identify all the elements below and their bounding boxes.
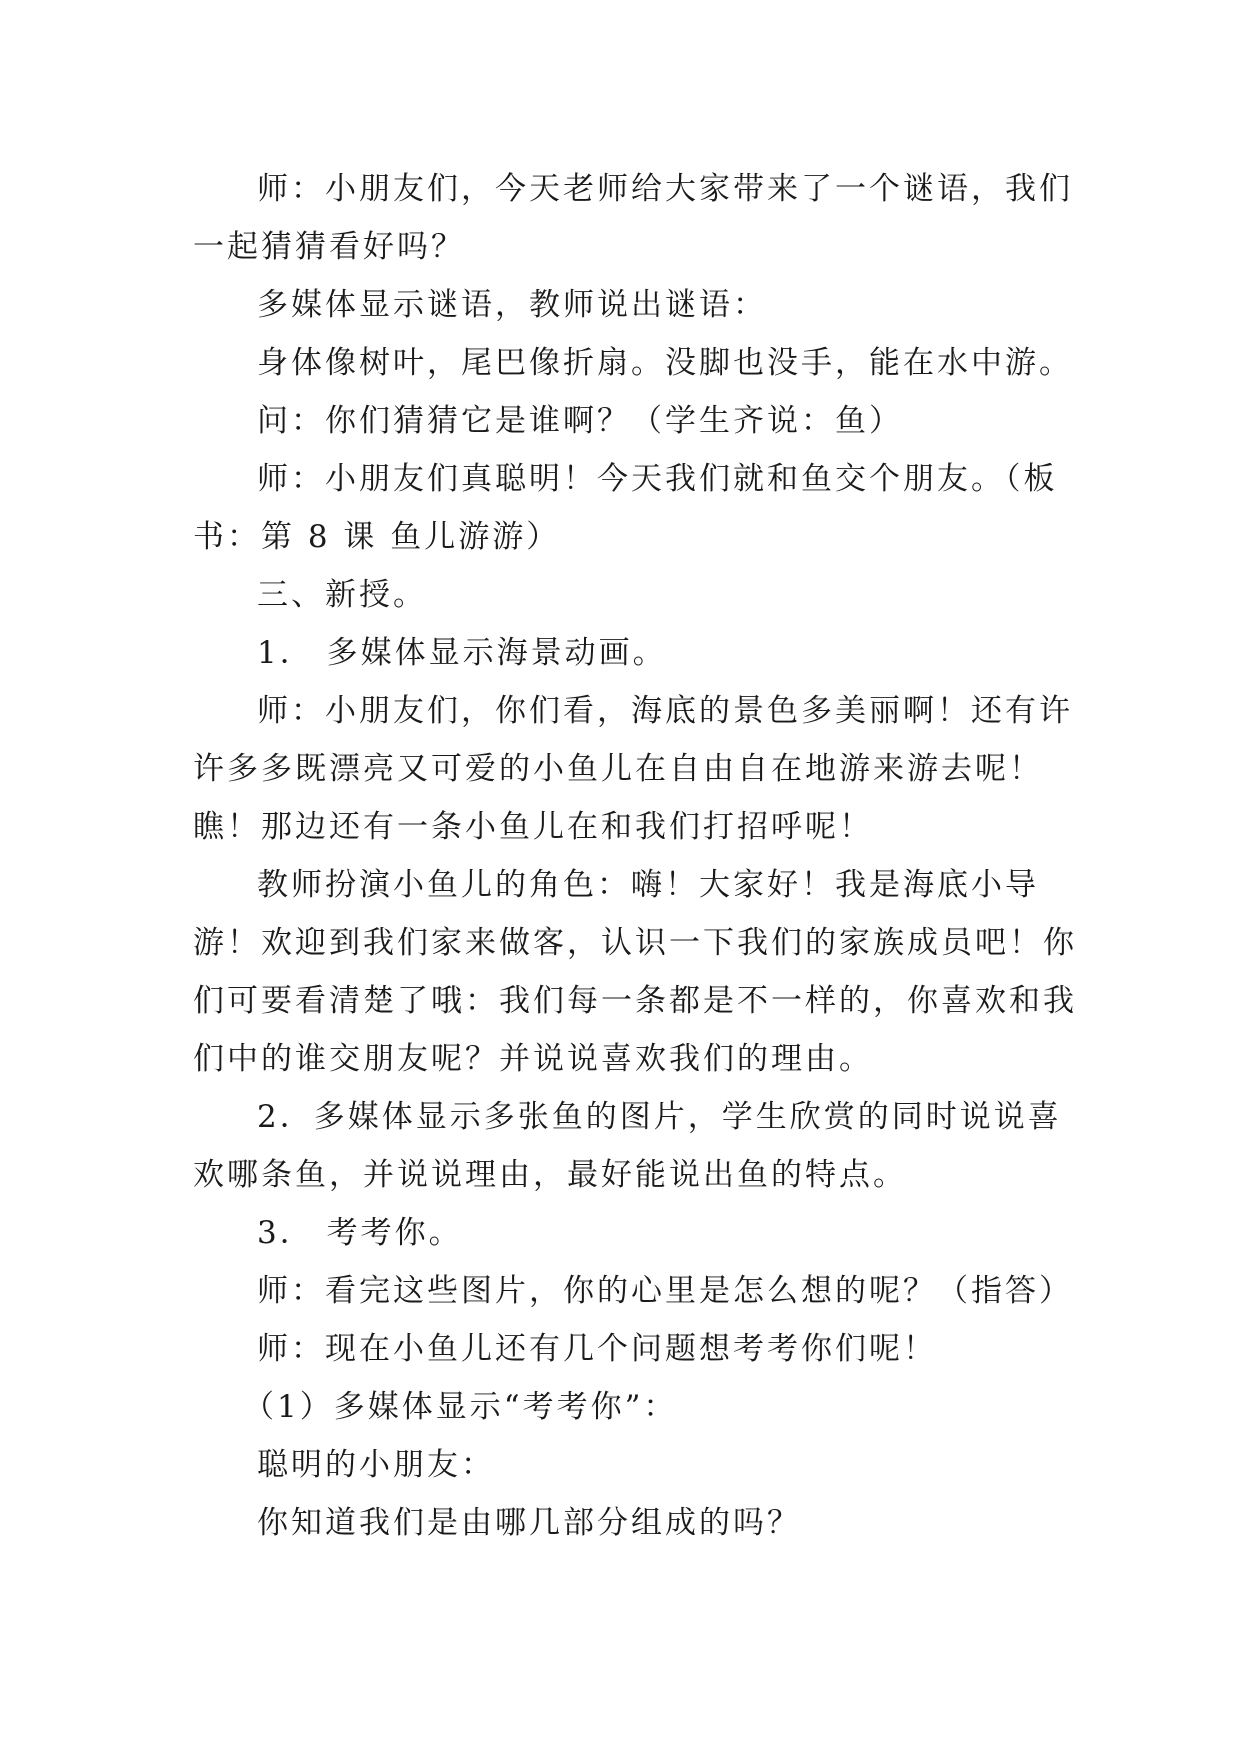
text-line: 三、新授。	[257, 577, 427, 613]
text-line: 师：小朋友们真聪明！今天我们就和鱼交个朋友。（板	[257, 461, 1058, 497]
text-line: 一起猜猜看好吗？	[193, 229, 465, 265]
text-line: 师：小朋友们，你们看，海底的景色多美丽啊！还有许	[257, 693, 1073, 729]
text-line: 许多多既漂亮又可爱的小鱼儿在自由自在地游来游去呢！	[193, 751, 1043, 787]
text-line: 游！欢迎到我们家来做客，认识一下我们的家族成员吧！你	[193, 925, 1077, 961]
text-line: 2．多媒体显示多张鱼的图片，学生欣赏的同时说说喜	[257, 1099, 1062, 1135]
text-line: 多媒体显示谜语，教师说出谜语：	[257, 287, 767, 323]
paragraph-sea-scene	[193, 682, 1073, 856]
section-heading-new-lesson	[193, 566, 1053, 624]
text-line: 聪明的小朋友：	[257, 1447, 495, 1483]
paragraph-greeting	[193, 1436, 1053, 1494]
paragraph-teacher-praise	[193, 450, 1058, 566]
text-line: 欢哪条鱼，并说说理由，最好能说出鱼的特点。	[193, 1157, 907, 1193]
text-line: 师：小朋友们，今天老师给大家带来了一个谜语，我们	[257, 171, 1073, 207]
text-line: 问：你们猜猜它是谁啊？（学生齐说：鱼）	[257, 403, 903, 439]
paragraph-question	[193, 392, 1053, 450]
paragraph-teacher-roleplay	[193, 856, 1077, 1088]
text-line: 教师扮演小鱼儿的角色：嗨！大家好！我是海底小导	[257, 867, 1039, 903]
text-line: 3． 考考你。	[257, 1215, 463, 1251]
paragraph-teacher-quiz	[193, 1320, 1053, 1378]
text-line: 身体像树叶，尾巴像折扇。没脚也没手，能在水中游。	[257, 345, 1073, 381]
paragraph-riddle-text	[193, 334, 1073, 392]
text-line: 1． 多媒体显示海景动画。	[257, 635, 667, 671]
paragraph-quiz-question	[193, 1494, 1053, 1552]
text-line: 书：第 8 课 鱼儿游游）	[193, 519, 561, 555]
text-line: 你知道我们是由哪几部分组成的吗？	[257, 1505, 801, 1541]
list-item-2	[193, 1088, 1062, 1204]
text-line: 们可要看清楚了哦：我们每一条都是不一样的，你喜欢和我	[193, 983, 1077, 1019]
paragraph-riddle-intro	[193, 160, 1073, 276]
document-body	[193, 160, 1077, 1552]
text-line: 瞧！那边还有一条小鱼儿在和我们打招呼呢！	[193, 809, 873, 845]
sub-item-1	[193, 1378, 1053, 1436]
paragraph-teacher-ask	[193, 1262, 1073, 1320]
text-line: 师：看完这些图片，你的心里是怎么想的呢？（指答）	[257, 1273, 1073, 1309]
text-line: （1）多媒体显示“考考你”：	[243, 1389, 678, 1425]
text-line: 们中的谁交朋友呢？并说说喜欢我们的理由。	[193, 1041, 873, 1077]
paragraph-multimedia-riddle	[193, 276, 1053, 334]
list-item-3	[193, 1204, 1053, 1262]
list-item-1	[193, 624, 1053, 682]
text-line: 师：现在小鱼儿还有几个问题想考考你们呢！	[257, 1331, 937, 1367]
